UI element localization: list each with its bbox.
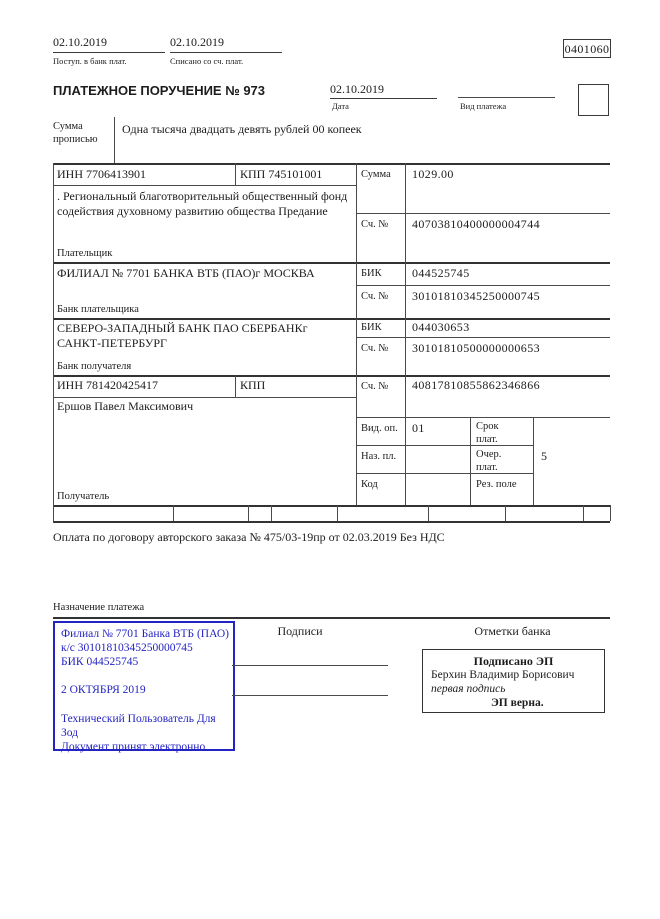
payee-bank-bik-label: БИК — [361, 322, 382, 333]
priority-label: Очер. плат. — [476, 449, 502, 473]
payment-kind-line — [458, 97, 555, 98]
doc-date-label: Дата — [332, 101, 349, 111]
grid-line — [53, 617, 610, 619]
stamp-date: 2 ОКТЯБРЯ 2019 — [61, 684, 146, 696]
payer-account-label: Сч. № — [361, 219, 389, 230]
payer-account: 40703810400000004744 — [412, 217, 540, 231]
payer-caption: Плательщик — [57, 248, 113, 259]
grid-line — [271, 505, 272, 521]
payment-kind-box — [578, 84, 609, 116]
amount-words-label: Сумма прописью — [53, 121, 98, 145]
purpose-code-label: Наз. пл. — [361, 451, 397, 462]
pay-term-label: Срок плат. — [476, 421, 499, 445]
debited-date-label: Списано со сч. плат. — [170, 56, 244, 66]
grid-line — [173, 505, 174, 521]
grid-line — [337, 505, 338, 521]
esign-stamp — [422, 649, 605, 713]
received-date-field — [53, 33, 165, 53]
op-kind-value: 01 — [412, 421, 425, 435]
op-kind-label: Вид. оп. — [361, 423, 398, 434]
form-code-box — [563, 39, 611, 58]
payer-name: . Региональный благотворительный общественный фонд содействия духовному развитию общества Предание — [57, 189, 348, 218]
doc-date: 02.10.2019 — [330, 82, 384, 96]
payee-kpp: КПП — [240, 378, 266, 392]
grid-line — [53, 262, 610, 264]
purpose-caption: Назначение платежа — [53, 602, 145, 613]
payee-bank-bik: 044030653 — [412, 320, 470, 334]
debited-date: 02.10.2019 — [170, 35, 224, 49]
grid-line — [405, 163, 406, 505]
esign-kind: первая подпись — [431, 683, 506, 695]
code-label: Код — [361, 479, 378, 490]
bank-marks-caption: Отметки банка — [474, 624, 551, 638]
payee-bank-name: СЕВЕРО-ЗАПАДНЫЙ БАНК ПАО СБЕРБАНКг САНКТ-ПЕТЕРБУРГ — [57, 321, 308, 350]
signature-line — [232, 695, 388, 696]
esign-verdict: ЭП верна. — [491, 697, 544, 709]
reserve-label: Рез. поле — [476, 479, 517, 490]
received-date-label: Поступ. в банк плат. — [53, 56, 127, 66]
payment-kind-label: Вид платежа — [460, 101, 507, 111]
payer-bank-caption: Банк плательщика — [57, 304, 139, 315]
grid-line — [356, 163, 357, 505]
sum-label: Сумма — [361, 169, 391, 180]
priority-value: 5 — [541, 449, 547, 463]
payer-bank-bik: 044525745 — [412, 266, 470, 280]
grid-line — [583, 505, 584, 521]
grid-line — [356, 417, 610, 418]
signature-line — [232, 665, 388, 666]
purpose-text: Оплата по договору авторского заказа № 475/03-19пр от 02.03.2019 Без НДС — [53, 530, 445, 544]
stamp-bik: БИК 044525745 — [61, 656, 139, 668]
payee-name: Ершов Павел Максимович — [57, 399, 194, 413]
grid-line — [356, 337, 610, 338]
grid-line — [53, 397, 356, 398]
grid-line — [53, 185, 356, 186]
payee-bank-account: 30101810500000000653 — [412, 341, 540, 355]
grid-line — [428, 505, 429, 521]
doc-date-field — [330, 80, 437, 99]
stamp-note: Документ принят электронно — [61, 741, 206, 753]
payer-bank-stamp — [53, 621, 235, 751]
document-title: ПЛАТЕЖНОЕ ПОРУЧЕНИЕ № 973 — [53, 83, 266, 98]
payer-inn: ИНН 7706413901 — [57, 167, 146, 181]
payer-bank-account-label: Сч. № — [361, 291, 389, 302]
grid-line — [53, 163, 610, 165]
form-code: 0401060 — [564, 42, 610, 56]
payer-bank-name: ФИЛИАЛ № 7701 БАНКА ВТБ (ПАО)г МОСКВА — [57, 266, 315, 280]
grid-line — [610, 505, 611, 521]
stamp-bank-name: Филиал № 7701 Банка ВТБ (ПАО) — [61, 628, 229, 640]
grid-line — [53, 318, 610, 320]
stamp-corr-account: к/с 30101810345250000745 — [61, 642, 193, 654]
signatures-caption: Подписи — [277, 624, 323, 638]
grid-line — [235, 163, 236, 185]
esign-name: Берхин Владимир Борисович — [431, 669, 575, 681]
grid-line — [248, 505, 249, 521]
grid-line — [533, 417, 534, 505]
payee-bank-account-label: Сч. № — [361, 343, 389, 354]
payee-caption: Получатель — [57, 491, 110, 502]
received-date: 02.10.2019 — [53, 35, 107, 49]
amount-words-value: Одна тысяча двадцать девять рублей 00 копеек — [122, 122, 362, 136]
grid-line — [53, 505, 610, 507]
payee-account-label: Сч. № — [361, 381, 389, 392]
payee-inn: ИНН 781420425417 — [57, 378, 158, 392]
grid-line — [356, 285, 610, 286]
stamp-user: Технический Пользователь Для Зод — [61, 713, 216, 739]
debited-date-field — [170, 33, 282, 53]
grid-line — [235, 375, 236, 397]
grid-line — [470, 417, 471, 505]
payee-account: 40817810855862346866 — [412, 378, 540, 392]
payer-bank-account: 30101810345250000745 — [412, 289, 540, 303]
esign-title: Подписано ЭП — [473, 654, 554, 668]
divider — [114, 117, 115, 163]
grid-line — [505, 505, 506, 521]
grid-line — [53, 375, 610, 377]
grid-line — [356, 213, 610, 214]
payee-bank-caption: Банк получателя — [57, 361, 132, 372]
payer-bank-bik-label: БИК — [361, 268, 382, 279]
payer-kpp: КПП 745101001 — [240, 167, 323, 181]
grid-line — [53, 163, 54, 523]
grid-line — [53, 521, 610, 523]
sum-value: 1029.00 — [412, 167, 454, 181]
